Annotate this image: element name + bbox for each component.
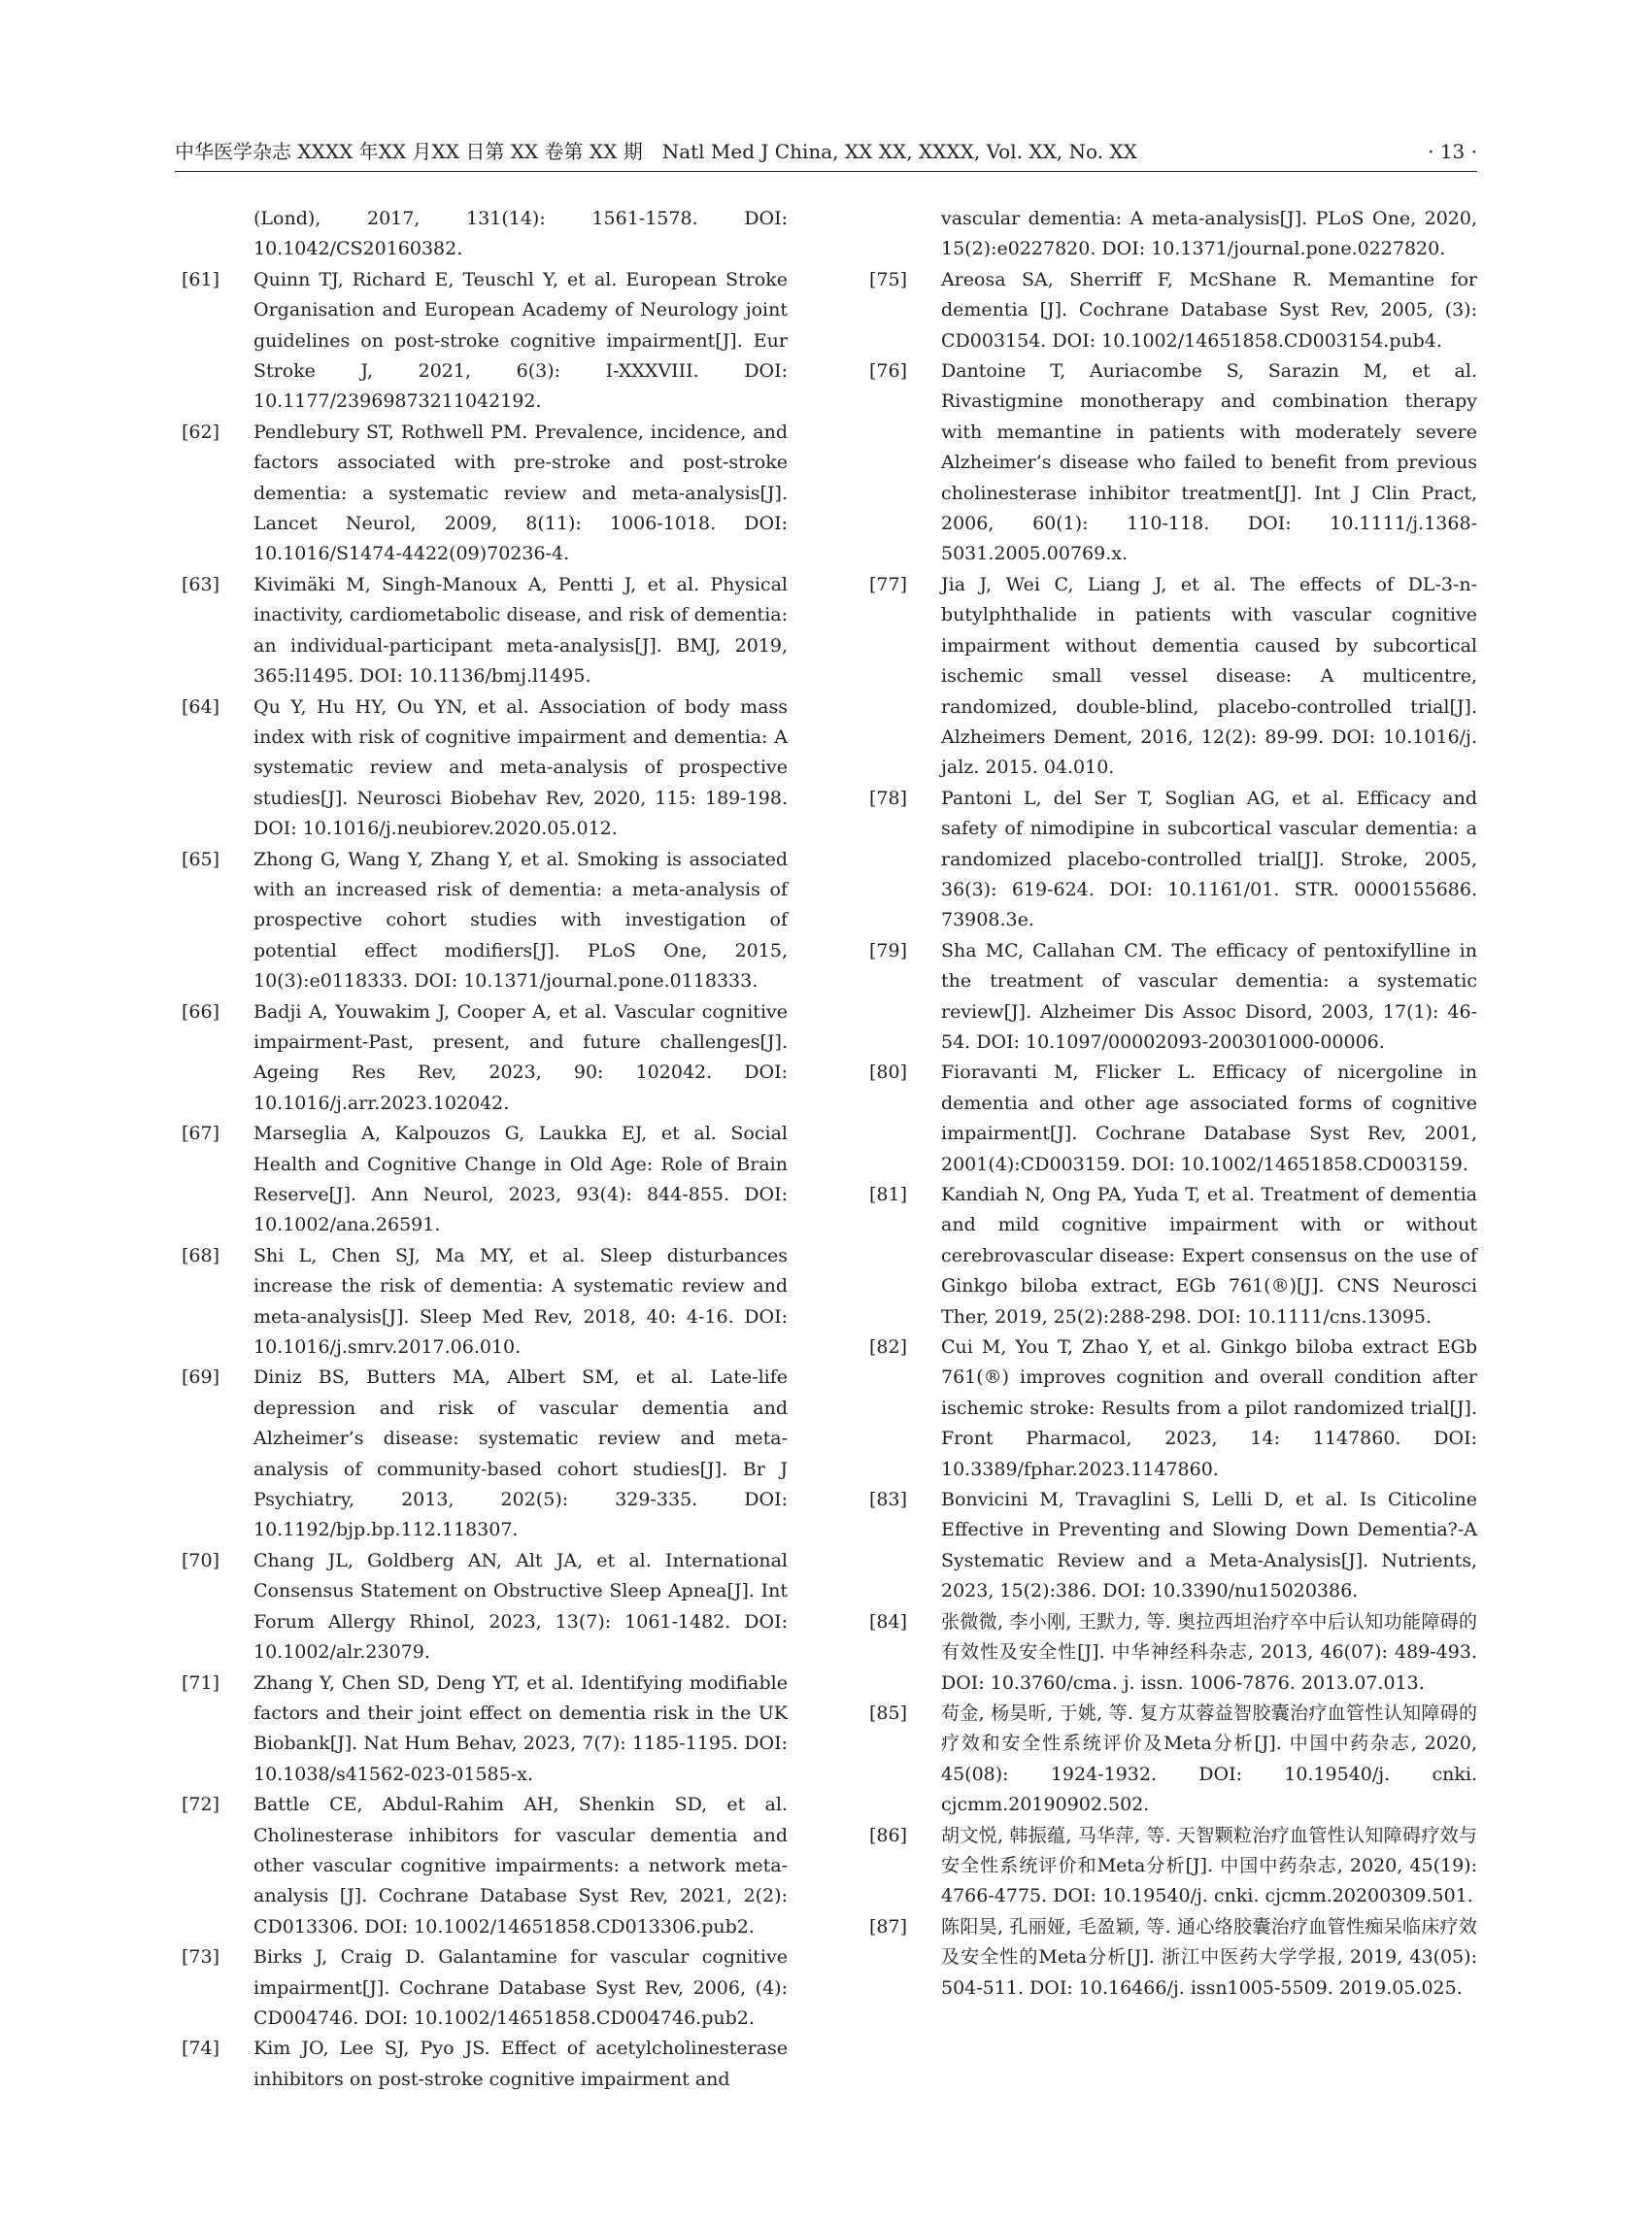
reference-number: [75] <box>869 268 908 290</box>
reference-number: [82] <box>869 1336 908 1359</box>
reference-item <box>182 418 788 570</box>
reference-number: [73] <box>182 1946 220 1969</box>
reference-number: [66] <box>182 1000 220 1023</box>
page-number: · 13 · <box>1428 140 1477 163</box>
reference-item <box>182 1241 788 1364</box>
reference-item <box>182 570 788 692</box>
reference-text: Battle CE, Abdul-Rahim AH, Shenkin SD, et al. Cholinesterase inhibitors for vascular dementia and other vascular cognitive impairments: a network meta-analysis [J]. Cochrane Database Syst Rev, 2021, 2(2): CD013306. DOI: 10.1002/14651858.CD013306.pub2. <box>253 1794 788 1938</box>
reference-continuation <box>869 204 1477 265</box>
reference-item <box>182 1942 788 2034</box>
reference-text: Fioravanti M, Flicker L. Efficacy of nicergoline in dementia and other age associated forms of cognitive impairment[J]. Cochrane Database Syst Rev, 2001, 2001(4):CD003159. DOI: 10.1002/14651858.CD003159. <box>941 1062 1477 1175</box>
reference-number: [67] <box>182 1123 220 1145</box>
reference-item <box>869 1699 1477 1821</box>
reference-number: [87] <box>869 1915 908 1938</box>
reference-text: Sha MC, Callahan CM. The efficacy of pentoxifylline in the treatment of vascular dementia: a systematic review[J]. Alzheimer Dis Assoc Disord, 2003, 17(1): 46-54. DOI: 10.1097/00002093-200301000-00006. <box>941 939 1477 1053</box>
reference-column-right <box>869 204 1477 2004</box>
reference-item <box>869 570 1477 784</box>
journal-header-text: 中华医学杂志 XXXX 年XX 月XX 日第 XX 卷第 XX 期 Natl Med J China, XX XX, XXXX, Vol. XX, No. XX <box>175 140 1137 163</box>
reference-text: Pantoni L, del Ser T, Soglian AG, et al. Efficacy and safety of nimodipine in subcortical vascular dementia: a randomized placebo-controlled trial[J]. Stroke, 2005, 36(3): 619-624. DOI: 10.1161/01. STR. 0000155686. 73908.3e. <box>941 787 1477 931</box>
reference-text: 陈阳昊, 孔丽娅, 毛盈颖, 等. 通心络胶囊治疗血管性痴呆临床疗效及安全性的Meta分析[J]. 浙江中医药大学学报, 2019, 43(05): 504-511. DOI: 10.16466/j. issn1005-5509. 2019.05.025. <box>941 1915 1477 1999</box>
reference-text: Pendlebury ST, Rothwell PM. Prevalence, incidence, and factors associated with pre-stroke and post-stroke dementia: a systematic review and meta-analysis[J]. Lancet Neurol, 2009, 8(11): 1006-1018. DOI: 10.1016/S1474-4422(09)70236-4. <box>253 421 788 565</box>
reference-text: Qu Y, Hu HY, Ou YN, et al. Association of body mass index with risk of cognitive impairment and dementia: A systematic review and meta-analysis of prospective studies[J]. Neurosci Biobehav Rev, 2020, 115: 189-198. DOI: 10.1016/j.neubiorev.2020.05.012. <box>253 695 788 840</box>
reference-text: (Lond), 2017, 131(14): 1561-1578. DOI: 10.1042/CS20160382. <box>253 208 788 260</box>
reference-column-left <box>182 204 788 2095</box>
reference-text: Diniz BS, Butters MA, Albert SM, et al. Late-life depression and risk of vascular dementia and Alzheimer’s disease: systematic review and meta-analysis of community-based cohort studies[J]. Br J Psychiatry, 2013, 202(5): 329-335. DOI: 10.1192/bjp.bp.112.118307. <box>253 1366 788 1541</box>
reference-number: [71] <box>182 1671 220 1694</box>
reference-number: [64] <box>182 695 220 718</box>
reference-text: 胡文悦, 韩振蕴, 马华萍, 等. 天智颗粒治疗血管性认知障碍疗效与安全性系统评价和Meta分析[J]. 中国中药杂志, 2020, 45(19): 4766-4775. DOI: 10.19540/j. cnki. cjcmm.20200309.501. <box>941 1824 1477 1907</box>
reference-number: [70] <box>182 1549 220 1571</box>
reference-item <box>869 1821 1477 1912</box>
reference-number: [76] <box>869 360 908 383</box>
reference-item <box>869 1332 1477 1485</box>
reference-number: [65] <box>182 848 220 870</box>
reference-number: [63] <box>182 573 220 595</box>
reference-item <box>182 845 788 997</box>
reference-number: [77] <box>869 573 908 595</box>
reference-text: 苟金, 杨昊昕, 于姚, 等. 复方苁蓉益智胶囊治疗血管性认知障碍的疗效和安全性系统评价及Meta分析[J]. 中国中药杂志, 2020, 45(08): 1924-1932. DOI: 10.19540/j. cnki. cjcmm.20190902.502. <box>941 1702 1477 1816</box>
reference-item <box>869 784 1477 936</box>
reference-text: Bonvicini M, Travaglini S, Lelli D, et al. Is Citicoline Effective in Preventing and Slowing Down Dementia?-A Systematic Review and a Meta-Analysis[J]. Nutrients, 2023, 15(2):386. DOI: 10.3390/nu15020386. <box>941 1489 1477 1602</box>
reference-item <box>182 692 788 845</box>
reference-item <box>869 1912 1477 2004</box>
reference-item <box>869 1485 1477 1607</box>
reference-continuation <box>182 204 788 265</box>
reference-number: [78] <box>869 787 908 809</box>
reference-number: [62] <box>182 421 220 443</box>
reference-number: [69] <box>182 1366 220 1389</box>
reference-number: [85] <box>869 1702 908 1724</box>
reference-text: Kivimäki M, Singh-Manoux A, Pentti J, et al. Physical inactivity, cardiometabolic disease, and risk of dementia: an individual-participant meta-analysis[J]. BMJ, 2019, 365:l1495. DOI: 10.1136/bmj.l1495. <box>253 573 788 688</box>
reference-item <box>869 1058 1477 1180</box>
reference-item <box>182 2034 788 2095</box>
reference-text: Areosa SA, Sherriff F, McShane R. Memantine for dementia [J]. Cochrane Database Syst Rev, 2005, (3): CD003154. DOI: 10.1002/14651858.CD003154.pub4. <box>941 268 1477 352</box>
reference-number: [74] <box>182 2038 220 2060</box>
reference-item <box>182 1119 788 1241</box>
reference-text: Chang JL, Goldberg AN, Alt JA, et al. International Consensus Statement on Obstructive Sleep Apnea[J]. Int Forum Allergy Rhinol, 2023, 13(7): 1061-1482. DOI: 10.1002/alr.23079. <box>253 1549 788 1664</box>
reference-item <box>869 265 1477 356</box>
reference-number: [80] <box>869 1062 908 1084</box>
reference-text: Cui M, You T, Zhao Y, et al. Ginkgo biloba extract EGb 761(®) improves cognition and overall condition after ischemic stroke: Results from a pilot randomized trial[J]. Front Pharmacol, 2023, 14: 1147860. DOI: 10.3389/fphar.2023.1147860. <box>941 1336 1477 1480</box>
reference-number: [79] <box>869 939 908 961</box>
reference-number: [61] <box>182 268 220 290</box>
reference-text: Badji A, Youwakim J, Cooper A, et al. Vascular cognitive impairment-Past, present, and future challenges[J]. Ageing Res Rev, 2023, 90: 102042. DOI: 10.1016/j.arr.2023.102042. <box>253 1000 788 1114</box>
reference-number: [72] <box>182 1794 220 1816</box>
reference-text: 张微微, 李小刚, 王默力, 等. 奥拉西坦治疗卒中后认知功能障碍的有效性及安全性[J]. 中华神经科杂志, 2013, 46(07): 489-493. DOI: 10.3760/cma. j. issn. 1006-7876. 2013.07.013. <box>941 1610 1477 1694</box>
reference-item <box>869 1180 1477 1332</box>
reference-text: vascular dementia: A meta-analysis[J]. PLoS One, 2020, 15(2):e0227820. DOI: 10.1371/journal.pone.0227820. <box>941 208 1477 260</box>
reference-text: Zhong G, Wang Y, Zhang Y, et al. Smoking is associated with an increased risk of dementia: a meta-analysis of prospective cohort studies with investigation of potential effect modifiers[J]. PLoS One, 2015, 10(3):e0118333. DOI: 10.1371/journal.pone.0118333. <box>253 848 788 993</box>
running-header <box>175 132 1477 171</box>
reference-text: Marseglia A, Kalpouzos G, Laukka EJ, et al. Social Health and Cognitive Change in Old Age: Role of Brain Reserve[J]. Ann Neurol, 2023, 93(4): 844-855. DOI: 10.1002/ana.26591. <box>253 1123 788 1236</box>
reference-item <box>182 1546 788 1669</box>
reference-text: Kandiah N, Ong PA, Yuda T, et al. Treatment of dementia and mild cognitive impairment with or without cerebrovascular disease: Expert consensus on the use of Ginkgo biloba extract, EGb 761(®)[J]. CNS Neurosci Ther, 2019, 25(2):288-298. DOI: 10.1111/cns.13095. <box>941 1184 1477 1328</box>
reference-number: [68] <box>182 1244 220 1266</box>
reference-text: Jia J, Wei C, Liang J, et al. The effects of DL-3-n-butylphthalide in patients with vascular cognitive impairment without dementia caused by subcortical ischemic small vessel disease: A multicentre, randomized, double-blind, placebo-controlled trial[J]. Alzheimers Dement, 2016, 12(2): 89-99. DOI: 10.1016/j. jalz. 2015. 04.010. <box>941 573 1477 779</box>
reference-item <box>182 1669 788 1791</box>
header-divider <box>175 171 1477 172</box>
reference-number: [81] <box>869 1184 908 1205</box>
reference-item <box>869 936 1477 1059</box>
reference-item <box>182 997 788 1120</box>
reference-item <box>182 265 788 418</box>
reference-text: Shi L, Chen SJ, Ma MY, et al. Sleep disturbances increase the risk of dementia: A systematic review and meta-analysis[J]. Sleep Med Rev, 2018, 40: 4-16. DOI: 10.1016/j.smrv.2017.06.010. <box>253 1244 788 1359</box>
reference-text: Kim JO, Lee SJ, Pyo JS. Effect of acetylcholinesterase inhibitors on post-stroke cognitive impairment and <box>253 2038 788 2090</box>
reference-item <box>182 1363 788 1545</box>
reference-text: Zhang Y, Chen SD, Deng YT, et al. Identifying modifiable factors and their joint effect on dementia risk in the UK Biobank[J]. Nat Hum Behav, 2023, 7(7): 1185-1195. DOI: 10.1038/s41562-023-01585-x. <box>253 1671 788 1785</box>
reference-number: [83] <box>869 1489 908 1511</box>
reference-number: [84] <box>869 1610 908 1633</box>
reference-text: Quinn TJ, Richard E, Teuschl Y, et al. European Stroke Organisation and European Academy of Neurology joint guidelines on post-stroke cognitive impairment[J]. Eur Stroke J, 2021, 6(3): I-XXXVIII. DOI: 10.1177/23969873211042192. <box>253 268 788 413</box>
reference-text: Dantoine T, Auriacombe S, Sarazin M, et al. Rivastigmine monotherapy and combination therapy with memantine in patients with moderately severe Alzheimer’s disease who failed to benefit from previous cholinesterase inhibitor treatment[J]. Int J Clin Pract, 2006, 60(1): 110-118. DOI: 10.1111/j.1368-5031.2005.00769.x. <box>941 360 1477 565</box>
reference-item <box>869 356 1477 570</box>
reference-item <box>182 1790 788 1942</box>
reference-number: [86] <box>869 1824 908 1846</box>
reference-item <box>869 1607 1477 1699</box>
reference-text: Birks J, Craig D. Galantamine for vascular cognitive impairment[J]. Cochrane Database Syst Rev, 2006, (4): CD004746. DOI: 10.1002/14651858.CD004746.pub2. <box>253 1946 788 2029</box>
